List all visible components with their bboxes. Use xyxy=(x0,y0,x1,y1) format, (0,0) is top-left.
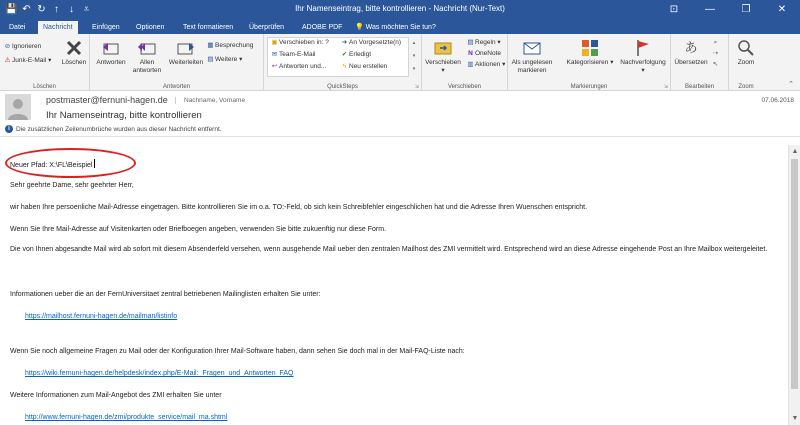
scroll-down-icon[interactable]: ▼ xyxy=(791,415,799,422)
dropdown-icon: ▾ xyxy=(237,56,243,63)
lightbulb-icon: 💡 xyxy=(355,24,364,31)
quickstep-to-manager[interactable]: ➜ An Vorgesetzte(n) xyxy=(341,39,402,46)
greeting: Sehr geehrte Dame, sehr geehrter Herr, xyxy=(10,182,134,189)
group-loeschen xyxy=(0,34,90,91)
rules-button[interactable]: ▤Regeln ▾ xyxy=(467,39,501,46)
tell-me-label: Was möchten Sie tun? xyxy=(365,24,436,31)
tab-text-formatieren[interactable]: Text formatieren xyxy=(183,24,234,31)
forward-icon xyxy=(175,38,197,58)
more-icon: ▤ xyxy=(207,56,214,63)
quickstep-team-email[interactable]: ✉ Team-E-Mail xyxy=(271,51,316,58)
avatar xyxy=(5,94,31,120)
tab-optionen[interactable]: Optionen xyxy=(136,24,165,31)
unread-envelope-icon xyxy=(521,38,543,58)
sender-address[interactable]: postmaster@fernuni-hagen.de xyxy=(46,95,168,105)
categorize-icon xyxy=(579,38,601,58)
delete-button[interactable]: Löschen xyxy=(60,38,88,67)
lightning-icon: ϟ xyxy=(342,63,347,70)
group-zoom xyxy=(729,34,763,91)
group-label-antworten: Antworten xyxy=(162,84,190,90)
quickstep-create-new[interactable]: ϟ Neu erstellen xyxy=(340,62,387,71)
ignore-button[interactable]: ⊘ Ignorieren xyxy=(4,43,42,50)
undo-icon[interactable]: ↶ xyxy=(22,4,31,15)
group-label-markierungen: Markierungen xyxy=(570,84,608,90)
paragraph-6: Weitere Informationen zum Mail-Angebot des ZMI erhalten Sie unter xyxy=(10,392,222,399)
info-bar[interactable] xyxy=(5,125,222,133)
minimize-button[interactable]: — xyxy=(705,4,715,15)
quickstep-done[interactable]: ✔ Erledigt xyxy=(341,51,372,58)
restore-button[interactable]: ❐ xyxy=(741,4,751,15)
actions-button[interactable]: ▥Aktionen ▾ xyxy=(467,61,506,68)
dialog-launcher-icon[interactable]: ⇲ xyxy=(414,84,419,90)
group-quicksteps xyxy=(264,34,422,91)
forward-button[interactable]: Weiterleiten xyxy=(166,38,206,67)
meeting-button[interactable]: ▦Besprechung xyxy=(207,42,254,49)
link-mailinglists[interactable]: https://mailhost.fernuni-hagen.de/mailman/listinfo xyxy=(25,313,178,320)
group-label-bearbeiten: Bearbeiten xyxy=(684,84,715,90)
customize-qat-icon[interactable]: ⩡ xyxy=(83,4,90,15)
forward-arrow-icon: ➜ xyxy=(341,39,348,46)
ribbon xyxy=(0,34,800,91)
ignore-icon: ⊘ xyxy=(4,43,11,50)
followup-button[interactable]: Nachverfolgung ▾ xyxy=(618,38,668,75)
related-button[interactable] xyxy=(711,49,720,58)
tab-ueberpruefen[interactable]: Überprüfen xyxy=(249,24,285,31)
group-bearbeiten xyxy=(671,34,729,91)
folder-icon: ▣ xyxy=(271,39,278,46)
next-item-icon[interactable]: ↓ xyxy=(69,4,74,15)
tell-me-search[interactable] xyxy=(350,21,441,34)
group-label-loeschen: Löschen xyxy=(33,84,56,90)
group-label-zoom: Zoom xyxy=(738,84,754,90)
junk-icon: ⚠ xyxy=(4,57,11,64)
reply-delete-icon: ↩ xyxy=(271,63,278,70)
dropdown-icon: ▾ xyxy=(608,59,614,66)
onenote-button[interactable]: N OneNote xyxy=(466,49,501,58)
ribbon-display-options-button[interactable]: ⊡ xyxy=(669,4,679,15)
message-body[interactable] xyxy=(0,138,788,425)
select-cursor-icon: ↖ xyxy=(712,61,719,68)
calendar-icon: ▦ xyxy=(207,42,214,49)
tab-datei[interactable]: Datei xyxy=(9,24,26,31)
redo-icon[interactable]: ↻ xyxy=(37,4,46,15)
rules-icon: ▤ xyxy=(467,39,474,46)
delete-x-icon xyxy=(63,38,85,58)
paragraph-1: wir haben Ihre persoenliche Mail-Adresse eingetragen. Bitte kontrollieren Sie im o.a. TO:-Feld, ob sich kein Schreibfehler eingeschlichen hat und die Adresse Ihren Wuenschen entspricht. xyxy=(10,204,588,211)
tab-adobe-pdf[interactable]: ADOBE PDF xyxy=(302,24,343,31)
junk-mail-button[interactable]: ⚠ Junk-E-Mail ▾ xyxy=(4,57,52,64)
paragraph-3: Die von Ihnen abgesandte Mail wird ab sofort mit diesem Absenderfeld versehen, wenn ausgehende Mail ueber den zentralen Mailhost des ZMI vermittelt wird. Entsprechend wird an diese Adresse eingehende Post an Ihre Mailbox weitergeleitet. xyxy=(10,246,768,253)
info-text: Die zusätzlichen Zeilenumbrüche wurden aus dieser Nachricht entfernt. xyxy=(16,125,222,133)
magnifier-icon xyxy=(735,38,757,58)
group-label-quicksteps: QuickSteps xyxy=(327,84,358,90)
ribbon-tab-bar xyxy=(0,20,800,34)
group-verschieben xyxy=(422,34,508,91)
group-markierungen xyxy=(508,34,671,91)
email-icon: ✉ xyxy=(271,51,278,58)
paragraph-5: Wenn Sie noch allgemeine Fragen zu Mail oder der Konfiguration Ihrer Mail-Software haben, dann sehen Sie doch mal in der Mail-FAQ-Liste nach: xyxy=(10,348,465,355)
dropdown-icon: ▾ xyxy=(495,39,501,46)
scroll-up-icon[interactable]: ▲ xyxy=(791,148,799,155)
dropdown-icon: ▾ xyxy=(441,67,445,74)
recipient-name[interactable]: Nachname, Vorname xyxy=(175,97,245,104)
reply-icon xyxy=(100,38,122,58)
message-date: 07.06.2018 xyxy=(761,97,794,104)
quickstep-move-to[interactable]: ▣Verschieben in: ? xyxy=(271,39,329,46)
quicksteps-scroll[interactable]: ▴ ▾ ▾ xyxy=(412,40,416,72)
dropdown-icon: ▾ xyxy=(46,57,52,64)
dropdown-icon: ▾ xyxy=(500,61,506,68)
reply-all-button[interactable]: Allen antworten xyxy=(130,38,164,75)
reply-button[interactable]: Antworten xyxy=(94,38,128,67)
zoom-button[interactable]: Zoom xyxy=(731,38,761,67)
scroll-thumb[interactable] xyxy=(791,159,798,389)
move-icon xyxy=(432,38,454,58)
onenote-icon: N xyxy=(468,50,473,57)
move-button[interactable]: Verschieben ▾ xyxy=(424,38,462,75)
checkmark-icon: ✔ xyxy=(341,51,348,58)
search-icon: ⌕ xyxy=(713,39,718,46)
collapse-ribbon-icon[interactable]: ⌃ xyxy=(788,81,794,88)
message-header xyxy=(0,91,800,137)
translate-icon: あ xyxy=(684,40,698,55)
save-icon[interactable]: 💾 xyxy=(5,4,18,15)
more-respond-button[interactable]: ▤Weitere ▾ xyxy=(207,56,243,63)
paragraph-2: Wenn Sie Ihre Mail-Adresse auf Visitenkarten oder Briefboegen angeben, verwenden Sie bitte zukuenftig nur diese Form. xyxy=(10,226,387,233)
actions-icon: ▥ xyxy=(467,61,474,68)
dropdown-icon: ▾ xyxy=(641,67,645,74)
window-title: Ihr Namenseintrag, bitte kontrollieren - Nachricht (Nur-Text) xyxy=(295,4,505,13)
related-icon: ⇢ xyxy=(712,50,719,57)
link-faq[interactable]: https://wiki.fernuni-hagen.de/helpdesk/index.php/E-Mail:_Fragen_und_Antworten_FAQ xyxy=(25,370,294,377)
close-button[interactable]: ✕ xyxy=(777,4,787,15)
quickstep-reply-delete[interactable]: ↩ Antworten und... xyxy=(271,63,327,70)
translate-button[interactable]: あ Übersetzen xyxy=(674,40,708,66)
dialog-launcher-icon[interactable]: ⇲ xyxy=(663,84,668,90)
previous-item-icon[interactable]: ↑ xyxy=(54,4,59,15)
red-highlight-ellipse xyxy=(5,148,136,178)
paragraph-4: Informationen ueber die an der FernUniversitaet zentral betriebenen Mailinglisten erhalten Sie unter: xyxy=(10,291,321,298)
reply-all-icon xyxy=(136,38,158,58)
tab-nachricht[interactable]: Nachricht xyxy=(38,21,78,34)
message-subject: Ihr Namenseintrag, bitte kontrollieren xyxy=(46,110,202,121)
select-button[interactable] xyxy=(711,60,720,69)
info-icon: i xyxy=(5,125,13,133)
mark-unread-button[interactable]: Als ungelesen markieren xyxy=(510,38,554,75)
find-button[interactable] xyxy=(711,38,720,47)
group-antworten xyxy=(90,34,264,91)
categorize-button[interactable]: Kategorisieren ▾ xyxy=(564,38,616,67)
vertical-scrollbar[interactable] xyxy=(788,145,800,425)
title-bar xyxy=(0,0,800,20)
link-mail-service[interactable]: http://www.fernuni-hagen.de/zmi/produkte_service/mail_ma.shtml xyxy=(25,414,228,421)
flag-icon xyxy=(632,38,654,58)
path-line: Neuer Pfad: X:\FL\Beispiel xyxy=(10,159,95,169)
tab-einfuegen[interactable]: Einfügen xyxy=(92,24,120,31)
group-label-verschieben: Verschieben xyxy=(447,84,482,90)
